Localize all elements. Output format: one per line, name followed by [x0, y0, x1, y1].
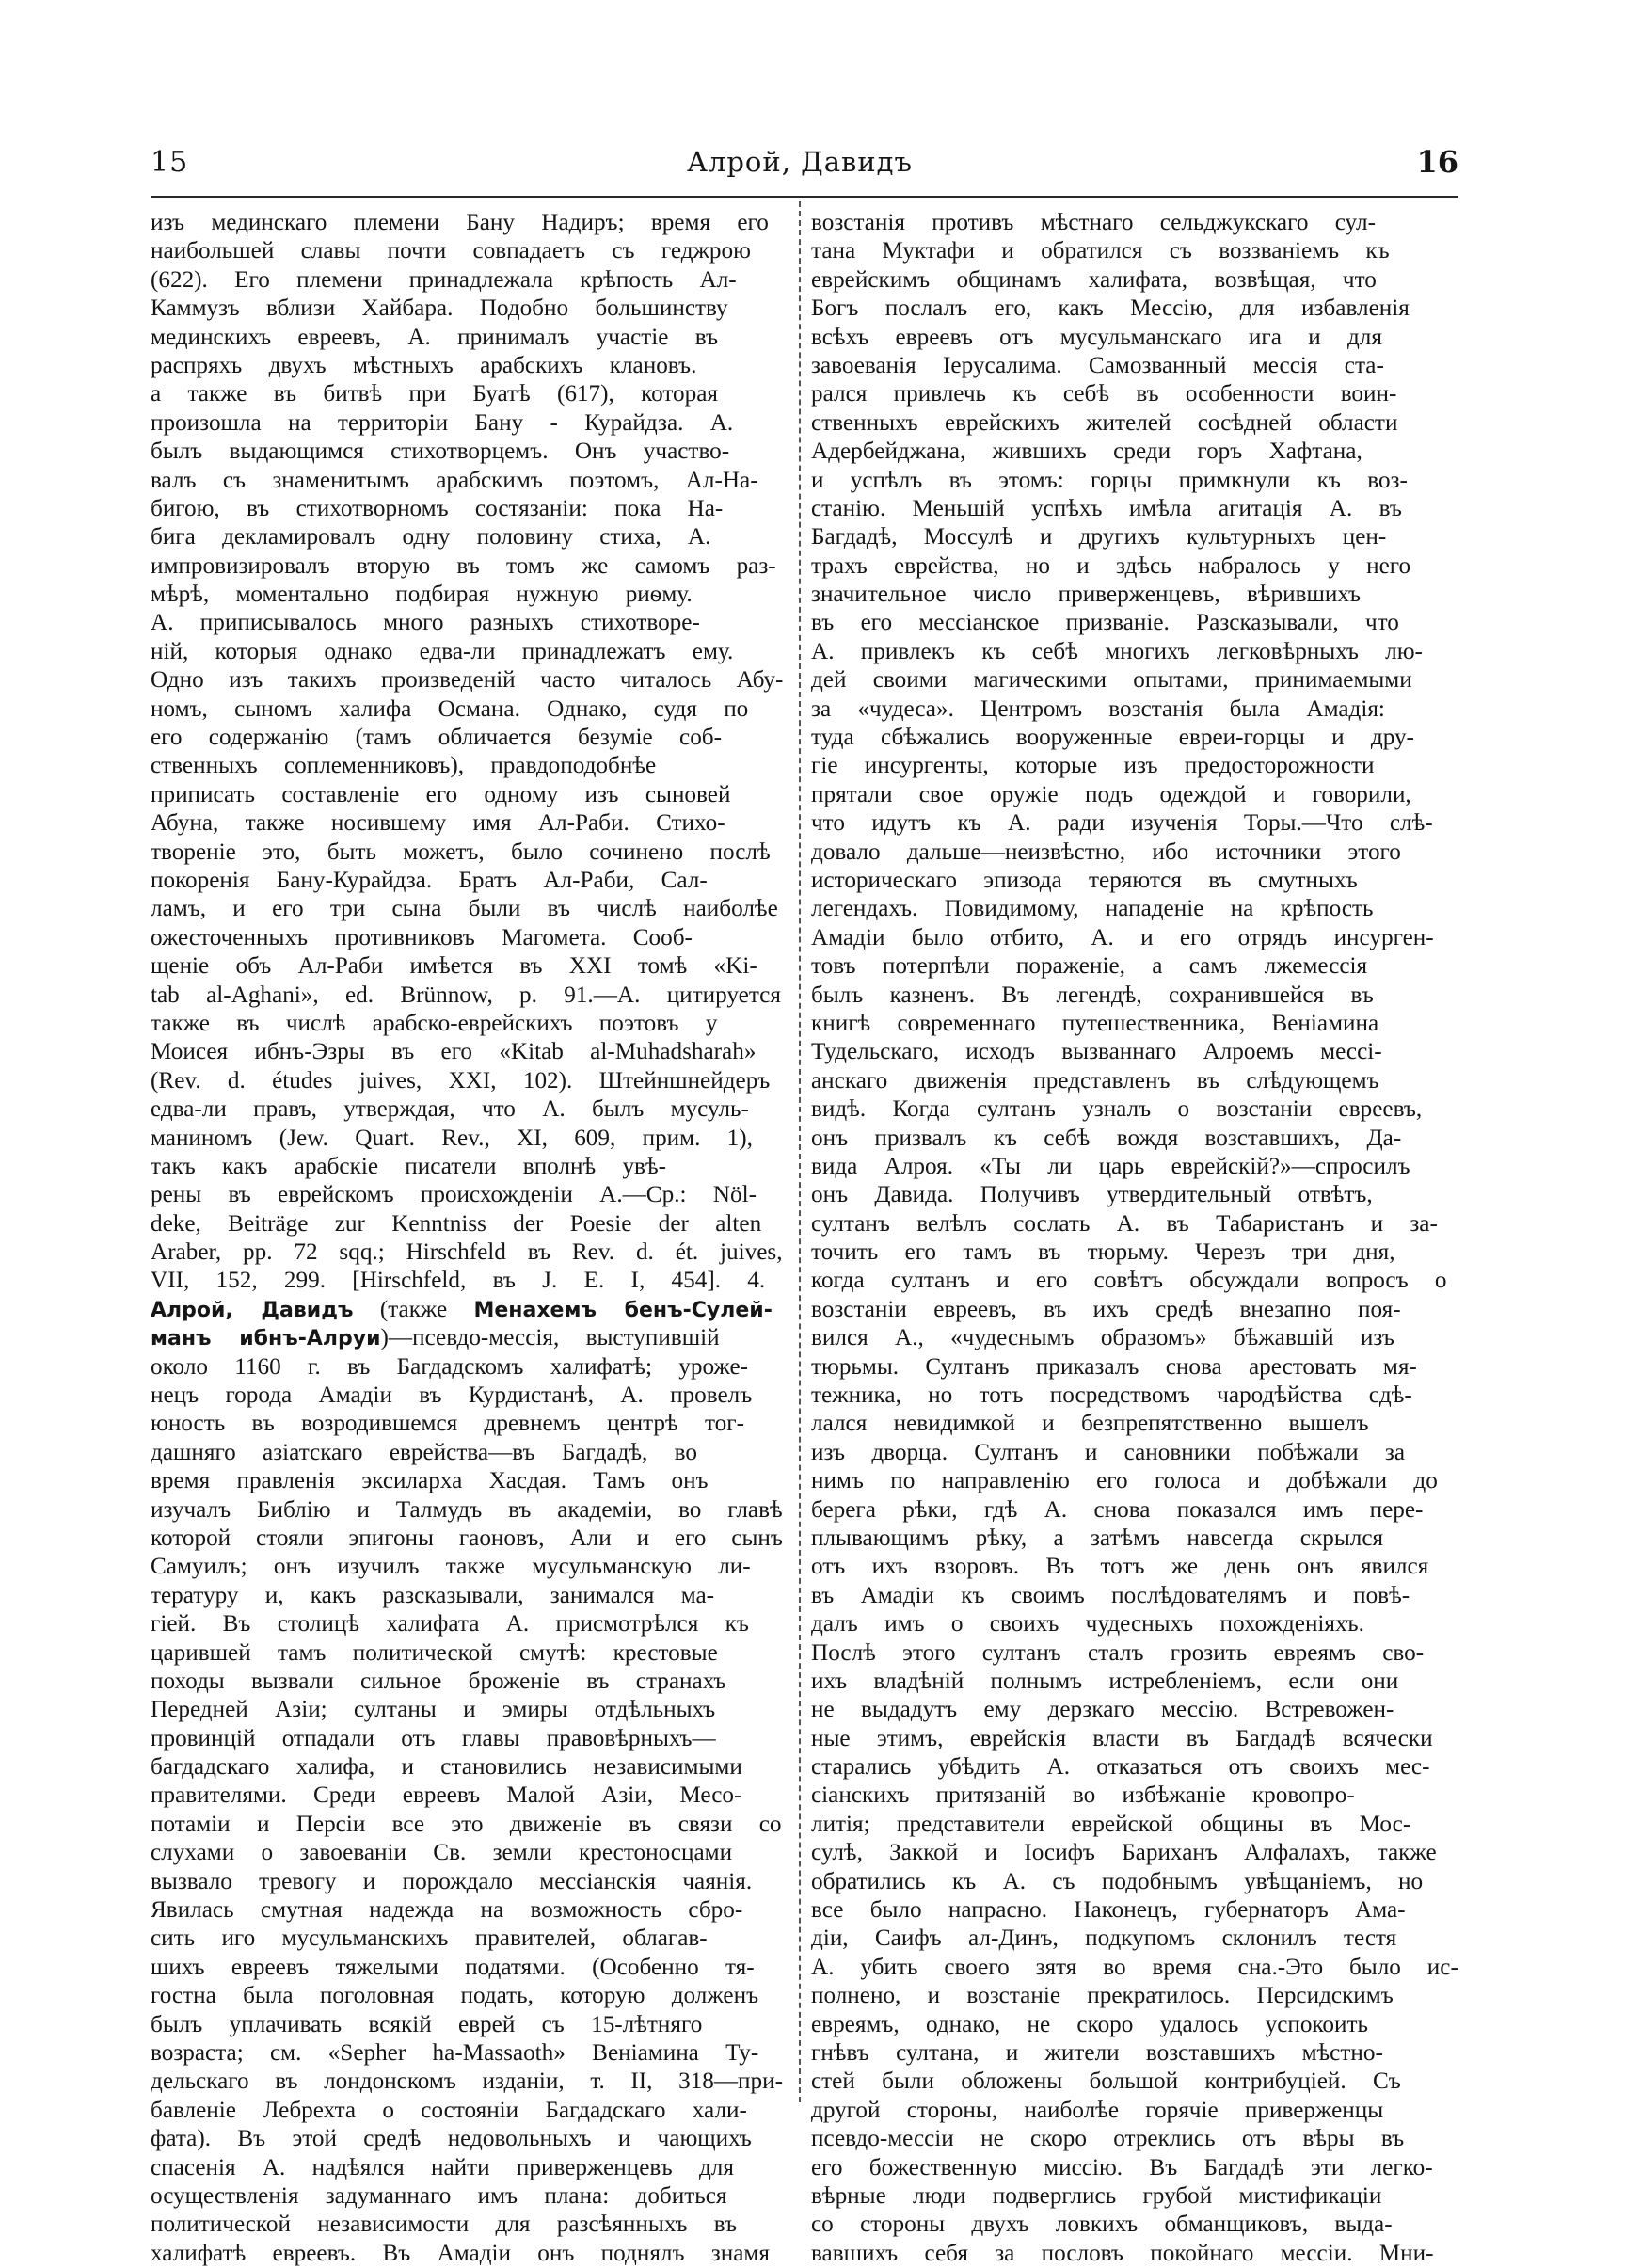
left-column-line: наибольшей славы почти совпадаетъ съ геджрою — [151, 238, 751, 264]
left-column-line: Самуилъ; онъ изучилъ также мусульманскую ли- — [151, 1554, 751, 1580]
left-column-line: гостна была поголовная подать, которую долженъ — [151, 1983, 759, 2009]
left-column-line: Каммузъ вблизи Хайбара. Подобно большинству — [151, 295, 728, 322]
right-column-line: Адербейджана, жившихъ среди горъ Хафтана, — [811, 439, 1362, 465]
left-column-line: бигою, въ стихотворномъ состязаніи: пока На- — [151, 495, 724, 521]
left-column-line: deke, Beiträge zur Kenntniss der Poesie der alten — [151, 1210, 762, 1237]
right-column-line: и успѣлъ въ этомъ: горцы примкнули къ воз- — [811, 467, 1408, 493]
right-column-line: онъ Давида. Получивъ утвердительный отвѣтъ, — [811, 1182, 1373, 1208]
right-column-line: товъ потерпѣли пораженіе, а самъ лжемессія — [811, 953, 1368, 980]
left-column — [151, 209, 784, 2266]
left-column-line: бавленіе Лебрехта о состояніи Багдадскаго хали- — [151, 2097, 747, 2123]
left-column-line: которой стояли эпигоны гаоновъ, Али и его сынъ — [151, 1525, 783, 1551]
right-column-line: Багдадѣ, Моссулѣ и другихъ культурныхъ цен- — [811, 524, 1387, 551]
page-number-left: 15 — [151, 146, 189, 179]
right-column-line: вида Алроя. «Ты ли царь еврейскій?»—спросилъ — [811, 1153, 1410, 1179]
left-column-line: юность въ возродившемся древнемъ центрѣ тог- — [151, 1411, 744, 1437]
right-column-line: Амадіи было отбито, А. и его отрядъ инсурген- — [811, 924, 1434, 950]
running-title: Алрой, Давидъ — [686, 146, 913, 178]
right-column-line: гіе инсургенты, которые изъ предосторожности — [811, 753, 1375, 779]
right-column-line: изъ дворца. Султанъ и сановники побѣжали за — [811, 1439, 1406, 1465]
left-column-line: дашняго азіатскаго еврейства—въ Багдадѣ, во — [151, 1439, 697, 1465]
left-column-line: фата). Въ этой средѣ недовольныхъ и чающихъ — [151, 2126, 752, 2152]
left-column-line: шихъ евреевъ тяжелыми податями. (Особенно тя- — [151, 1954, 755, 1980]
entry-heading: манъ ибнъ-Алруи — [151, 1327, 381, 1351]
left-column-line: маниномъ (Jew. Quart. Rev., XI, 609, прим. 1), — [151, 1125, 753, 1151]
right-column-line: прятали свое оружіе подъ одеждой и говорили, — [811, 781, 1411, 807]
right-column-line: видѣ. Когда султанъ узналъ о возстаніи евреевъ, — [811, 1096, 1423, 1123]
left-column-line: такъ какъ арабскіе писатели вполнѣ увѣ- — [151, 1153, 667, 1179]
left-column-line: мѣрѣ, моментально подбирая нужную риѳму. — [151, 582, 693, 608]
left-column-line: валъ съ знаменитымъ арабскимъ поэтомъ, Ал-На- — [151, 467, 758, 493]
left-column-line: слухами о завоеваніи Св. земли крестоносцами — [151, 1840, 733, 1866]
left-column-line: приписать составленіе его одному изъ сыновей — [151, 781, 731, 807]
right-column-line: вѣрные люди подверглись грубой мистификаціи — [811, 2182, 1382, 2209]
right-column-line: отъ ихъ взоровъ. Въ тотъ же день онъ явился — [811, 1554, 1429, 1580]
right-column-line: другой стороны, наиболѣе горячіе приверженцы — [811, 2097, 1384, 2123]
left-column-line: сить иго мусульманскихъ правителей, облагав- — [151, 1925, 708, 1952]
right-column-line: трахъ еврейства, но и здѣсь набралось у него — [811, 552, 1411, 579]
right-column-line: діи, Саифъ ал-Динъ, подкупомъ склонилъ тестя — [811, 1925, 1397, 1952]
left-column-line: гіей. Въ столицѣ халифата А. присмотрѣлся къ — [151, 1611, 749, 1637]
left-column-line: распряхъ двухъ мѣстныхъ арабскихъ клановъ. — [151, 352, 697, 378]
right-column-line: А. убить своего зятя во время сна.-Это было ис- — [811, 1954, 1458, 1980]
left-column-line: мединскихъ евреевъ, А. принималъ участіе въ — [151, 324, 719, 350]
left-column-line: Одно изъ такихъ произведеній часто читалось Абу- — [151, 667, 784, 694]
right-column-line: въ его мессіанское призваніе. Разсказывали, что — [811, 610, 1399, 636]
right-column-line: ные этимъ, еврейскія власти въ Багдадѣ всячески — [811, 1725, 1433, 1751]
left-column-line: произошла на территоріи Бану - Курайдза. А. — [151, 409, 734, 436]
right-column-line: лался невидимкой и безпрепятственно вышелъ — [811, 1411, 1369, 1437]
right-column — [811, 209, 1458, 2266]
left-column-line: былъ уплачивать всякій еврей съ 15-лѣтняго — [151, 2011, 703, 2037]
right-column-line: плывающимъ рѣку, а затѣмъ навсегда скрылся — [811, 1525, 1384, 1551]
left-column-line: номъ, сыномъ халифа Османа. Однако, судя по — [151, 695, 749, 722]
left-column-line: Моисея ибнъ-Эзры въ его «Kitab al-Muhadsharah» — [151, 1039, 757, 1065]
left-column-line: рены въ еврейскомъ происхожденіи А.—Ср.: Nöl- — [151, 1182, 757, 1208]
right-column-line: возстанія противъ мѣстнаго сельджукскаго сул- — [811, 210, 1377, 235]
right-column-line: вавшихъ себя за пословъ покойнаго мессіи. Мни- — [811, 2240, 1434, 2266]
right-column-line: гнѣвъ султана, и жители возставшихъ мѣстно- — [811, 2040, 1383, 2066]
right-column-line: еврейскимъ общинамъ халифата, возвѣщая, что — [811, 266, 1377, 293]
right-column-line: Послѣ этого султанъ сталъ грозить евреямъ сво- — [811, 1639, 1425, 1666]
left-column-line: его содержанію (тамъ обличается безуміе соб- — [151, 725, 722, 751]
right-column-line: стей были обложены большой контрибуціей. Съ — [811, 2068, 1401, 2095]
left-column-line: дельскаго въ лондонскомъ изданіи, т. II, 318—при- — [151, 2068, 783, 2095]
left-column-line: политической независимости для разсѣянныхъ въ — [151, 2212, 738, 2238]
left-column-line: ожесточенныхъ противниковъ Магомета. Сооб- — [151, 924, 693, 950]
right-column-line: все было напрасно. Наконецъ, губернаторъ Ама- — [811, 1897, 1406, 1924]
right-column-line: далъ имъ о своихъ чудесныхъ похожденіяхъ. — [811, 1611, 1364, 1637]
right-column-line: когда султанъ и его совѣтъ обсуждали вопросъ о — [811, 1268, 1447, 1294]
left-column-line: покоренія Бану-Курайдза. Братъ Ал-Раби, Сал- — [151, 867, 708, 893]
left-column-line: также въ числѣ арабско-еврейскихъ поэтовъ у — [151, 1010, 718, 1036]
left-column-line: былъ выдающимся стихотворцемъ. Онъ участво- — [151, 439, 730, 465]
right-column-line: историческаго эпизода теряются въ смутныхъ — [811, 867, 1358, 893]
entry-heading: Менахемъ бенъ-Сулей- — [473, 1298, 773, 1322]
right-column-line: дей своими магическими опытами, принимаемыми — [811, 667, 1412, 694]
right-column-line: анскаго движенія представленъ въ слѣдующемъ — [811, 1067, 1379, 1094]
left-column-line: тературу и, какъ разсказывали, занимался ма- — [151, 1582, 715, 1608]
left-column-line: Алрой, Давидъ (также Менахемъ бенъ-Сулей- — [151, 1296, 773, 1322]
right-column-line: рался привлечь къ себѣ въ особенности воин- — [811, 381, 1397, 407]
right-column-line: ихъ владѣній полнымъ истребленіемъ, если они — [811, 1668, 1399, 1694]
left-column-line: около 1160 г. въ Багдадскомъ халифатѣ; уроже- — [151, 1353, 749, 1380]
left-column-line: осуществленія задуманнаго имъ плана: добиться — [151, 2182, 727, 2209]
right-column-line: довало дальше—неизвѣстно, ибо источники этого — [811, 839, 1401, 865]
right-column-line: онъ призвалъ къ себѣ вождя возставшихъ, Да- — [811, 1125, 1402, 1151]
right-column-line: книгѣ современнаго путешественника, Веніамина — [811, 1010, 1379, 1036]
left-column-line: (Rev. d. études juives, XXI, 102). Штейншнейдеръ — [151, 1067, 771, 1094]
right-column-line: сіанскихъ притязаній во избѣжаніе кровопро- — [811, 1782, 1355, 1809]
right-column-line: точить его тамъ въ тюрьму. Черезъ три дня, — [811, 1239, 1395, 1266]
left-column-line: твореніе это, быть можетъ, было сочинено послѣ — [151, 839, 771, 865]
right-column-line: султанъ велѣлъ сослать А. въ Табаристанъ и за- — [811, 1210, 1438, 1237]
right-column-line: въ Амадіи къ своимъ послѣдователямъ и повѣ- — [811, 1582, 1410, 1608]
right-column-line: полнено, и возстаніе прекратилось. Персидскимъ — [811, 1983, 1394, 2009]
right-column-line: что идутъ къ А. ради изученія Торы.—Что слѣ- — [811, 810, 1433, 837]
left-column-line: (622). Его племени принадлежала крѣпость Ал- — [151, 266, 737, 293]
left-column-line: вызвало тревогу и порождало мессіанскія чаянія. — [151, 1868, 753, 1894]
right-column-line: евреямъ, однако, не скоро удалось успокоить — [811, 2011, 1368, 2037]
right-column-line: туда сбѣжались вооруженные евреи-горцы и дру- — [811, 725, 1414, 751]
left-column-line: провинцій отпадали отъ главы правовѣрныхъ— — [151, 1725, 716, 1751]
right-column-line: Тудельскаго, исходъ вызваннаго Алроемъ месcі- — [811, 1039, 1382, 1065]
right-column-line: не выдадутъ ему дерзкаго мессію. Встревожен- — [811, 1697, 1394, 1723]
left-column-line: нецъ города Амадіи въ Курдистанѣ, А. провелъ — [151, 1382, 753, 1409]
left-column-line: а также въ битвѣ при Буатѣ (617), которая — [151, 381, 718, 407]
right-column-line: А. привлекъ къ себѣ многихъ легковѣрныхъ лю- — [811, 638, 1423, 664]
right-column-line: Богъ послалъ его, какъ Мессію, для избавленія — [811, 295, 1410, 322]
right-column-line: за «чудеса». Центромъ возстанія была Амадія: — [811, 695, 1385, 722]
left-column-line: халифатѣ евреевъ. Въ Амадіи онъ поднялъ знамя — [151, 2240, 770, 2266]
right-column-line: псевдо-мессіи не скоро отреклись отъ вѣры въ — [811, 2126, 1405, 2152]
left-column-line: багдадскаго халифа, и становились независимыми — [151, 1754, 742, 1781]
left-column-line: манъ ибнъ-Алруи)—псевдо-мессія, выступившій — [151, 1325, 720, 1351]
right-column-line: былъ казненъ. Въ легендѣ, сохранившейся въ — [811, 982, 1374, 1008]
right-column-line: завоеванія Іерусалима. Самозванный мессія ста- — [811, 352, 1384, 378]
left-column-line: импровизировалъ вторую въ томъ же самомъ раз- — [151, 552, 776, 579]
left-column-line: едва-ли правъ, утверждая, что А. былъ мусуль- — [151, 1096, 749, 1123]
left-column-line: Абуна, также носившему имя Ал-Раби. Стихо- — [151, 810, 725, 837]
right-column-line: литія; представители еврейской общины въ Мос- — [811, 1811, 1411, 1837]
left-column-line: походы вызвали сильное броженіе въ странахъ — [151, 1668, 726, 1694]
left-column-line: правителями. Среди евреевъ Малой Азіи, Месо- — [151, 1782, 742, 1809]
left-column-line: изучалъ Библію и Талмудъ въ академіи, во главѣ — [151, 1496, 783, 1523]
right-column-line: обратились къ А. съ подобнымъ увѣщаніемъ, но — [811, 1868, 1424, 1894]
entry-heading-title: Алрой, Давидъ — [151, 1298, 354, 1322]
left-column-line: Явилась смутная надежда на возможность сбро- — [151, 1897, 743, 1924]
left-column-line: спасенія А. надѣялся найти приверженцевъ для — [151, 2154, 734, 2180]
right-column-line: старались убѣдить А. отказаться отъ своихъ мес- — [811, 1754, 1430, 1781]
left-column-line: бига декламировалъ одну половину стиха, А. — [151, 524, 711, 551]
right-column-line: вился А., «чудеснымъ образомъ» бѣжавшій изъ — [811, 1325, 1394, 1351]
right-column-line: нимъ по направленію его голоса и добѣжали до — [811, 1468, 1438, 1494]
left-column-line: потаміи и Персіи все это движеніе въ связи со — [151, 1811, 782, 1837]
right-column-line: станію. Меньшій успѣхъ имѣла агитація А. въ — [811, 495, 1402, 521]
left-column-line: А. приписывалось много разныхъ стихотворе- — [151, 610, 700, 636]
left-column-line: Araber, pp. 72 sqq.; Hirschfeld въ Rev. d. ét. juives, — [151, 1239, 783, 1266]
left-column-line: царившей тамъ политической смутѣ: крестовые — [151, 1639, 718, 1666]
right-column-line: тежника, но тотъ посредствомъ чародѣйства сдѣ- — [811, 1382, 1412, 1409]
right-column-line: берега рѣки, гдѣ А. снова показался имъ пере- — [811, 1496, 1424, 1523]
left-column-line: tab al-Aghani», ed. Brünnow, p. 91.—А. цитируется — [151, 982, 781, 1008]
right-column-line: его божественную миссію. Въ Багдадѣ эти легко- — [811, 2154, 1433, 2180]
left-column-line: VII, 152, 299. [Hirschfeld, въ J. E. I, 454]. 4. — [151, 1268, 766, 1294]
left-column-line: ственныхъ соплеменниковъ), правдоподобнѣе — [151, 753, 657, 779]
right-column-line: легендахъ. Повидимому, нападеніе на крѣпость — [811, 896, 1374, 922]
left-column-line: время правленія эксиларха Хасдая. Тамъ онъ — [151, 1468, 709, 1494]
left-column-line: возраста; см. «Sepher ha-Massaoth» Веніамина Ту- — [151, 2040, 759, 2066]
right-column-line: ственныхъ еврейскихъ жителей сосѣдней области — [811, 409, 1398, 436]
right-column-line: всѣхъ евреевъ отъ мусульманскаго ига и для — [811, 324, 1382, 350]
column-divider — [799, 201, 801, 2102]
right-column-line: со стороны двухъ ловкихъ обманщиковъ, выда- — [811, 2212, 1393, 2238]
left-column-line: ламъ, и его три сына были въ числѣ наиболѣе — [151, 896, 778, 922]
left-column-line: щеніе объ Ал-Раби имѣется въ XXI томѣ «Ki- — [151, 953, 757, 980]
left-column-line: ній, которыя однако едва-ли принадлежатъ ему. — [151, 638, 734, 664]
right-column-line: тана Муктафи и обратился съ воззваніемъ къ — [811, 238, 1390, 264]
right-column-line: сулѣ, Заккой и Іосифъ Бариханъ Алфалахъ, также — [811, 1840, 1437, 1866]
page-number-right: 16 — [1416, 144, 1458, 180]
right-column-line: тюрьмы. Султанъ приказалъ снова арестовать мя- — [811, 1353, 1417, 1380]
header-rule — [151, 196, 1458, 198]
right-column-line: возстаніи евреевъ, въ ихъ средѣ внезапно поя- — [811, 1296, 1401, 1322]
left-column-line: изъ мединскаго племени Бану Надиръ; время его — [151, 210, 769, 235]
page-header — [141, 146, 1458, 191]
right-column-line: значительное число приверженцевъ, вѣрившихъ — [811, 582, 1362, 608]
left-column-line: Передней Азіи; султаны и эмиры отдѣльныхъ — [151, 1697, 716, 1723]
